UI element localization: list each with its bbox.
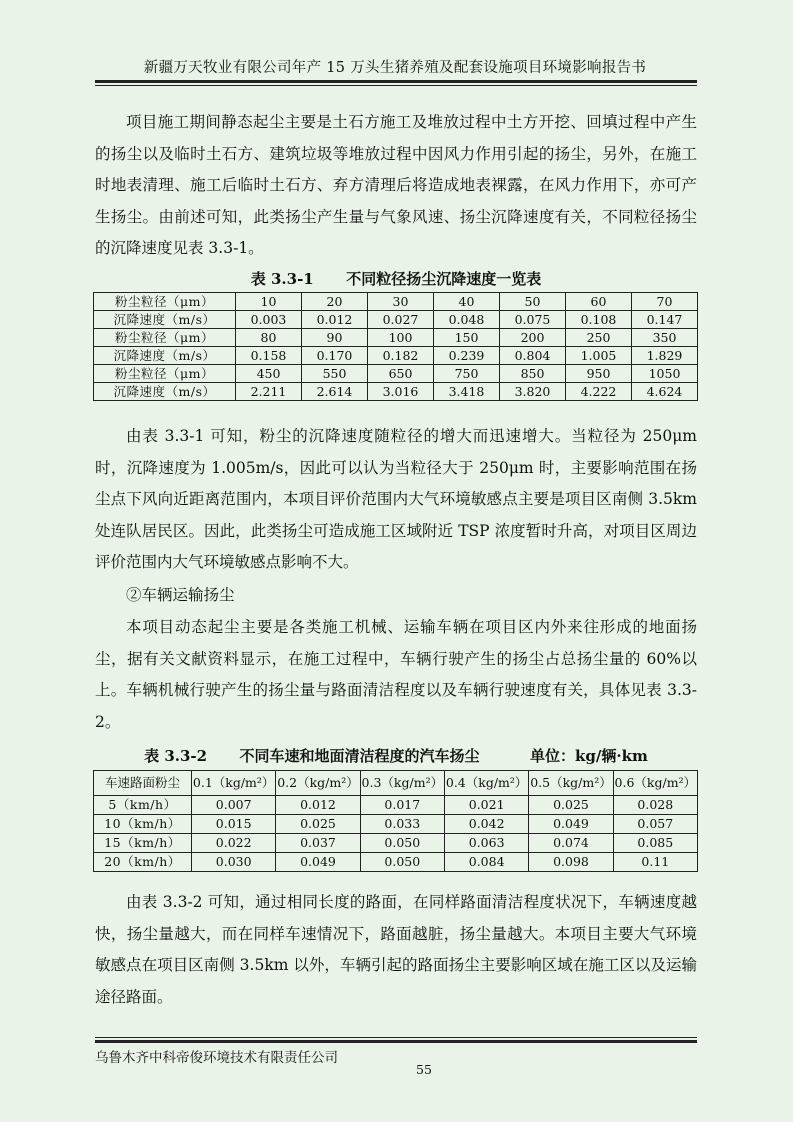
row-label-cell: 粉尘粒径（μm） [94,365,236,383]
value-cell: 80 [236,329,302,347]
table-row [94,329,698,347]
row-label-cell: 15（km/h） [94,834,192,853]
value-cell: 60 [566,293,632,311]
value-cell: 0.075 [500,311,566,329]
value-cell: 0.050 [360,853,444,872]
value-cell: 0.037 [276,834,360,853]
value-cell: 0.025 [529,796,613,815]
table1-caption [95,268,697,289]
row-label-cell: 沉降速度（m/s） [94,311,236,329]
table2-number: 表 3.3-2 [144,747,208,765]
table-row [94,293,698,311]
value-cell: 0.239 [434,347,500,365]
value-cell: 450 [236,365,302,383]
value-cell: 2.211 [236,383,302,401]
value-cell: 0.170 [302,347,368,365]
table2-title: 不同车速和地面清洁程度的汽车扬尘 [239,747,480,765]
table1-number: 表 3.3-1 [250,270,314,288]
value-cell: 0.063 [444,834,528,853]
value-cell: 0.108 [566,311,632,329]
table-row [94,834,698,853]
header-cell: 0.5（kg/m²） [529,771,613,796]
value-cell: 0.012 [276,796,360,815]
row-label-cell: 10（km/h） [94,815,192,834]
header-cell: 0.4（kg/m²） [444,771,528,796]
paragraph-velocity-analysis: 由表 3.3-1 可知，粉尘的沉降速度随粒径的增大而迅速增大。当粒径为 250μm 时，沉降速度为 1.005m/s，因此可以认为当粒径大于 250μm 时，主要影响范围在扬尘点下风向近距离范围内，本项目评价范围内大气环境敏感点主要是项目区南侧 3.5km 处连队居民区。因此，此类扬尘可造成施工区域附近 TSP 浓度暂时升高，对项目区周边评价范围内大气环境敏感点影响不大。 [95,427,697,571]
value-cell: 0.147 [632,311,698,329]
value-cell: 0.804 [500,347,566,365]
value-cell: 0.003 [236,311,302,329]
value-cell: 0.021 [444,796,528,815]
table2-unit: 单位：kg/辆·km [530,747,648,765]
value-cell: 650 [368,365,434,383]
value-cell: 1050 [632,365,698,383]
value-cell: 70 [632,293,698,311]
table-row [94,853,698,872]
value-cell: 3.820 [500,383,566,401]
value-cell: 1.829 [632,347,698,365]
row-label-cell: 沉降速度（m/s） [94,383,236,401]
value-cell: 4.222 [566,383,632,401]
value-cell: 90 [302,329,368,347]
value-cell: 0.017 [360,796,444,815]
value-cell: 2.614 [302,383,368,401]
value-cell: 40 [434,293,500,311]
value-cell: 0.158 [236,347,302,365]
value-cell: 950 [566,365,632,383]
paragraph-static-dust: 项目施工期间静态起尘主要是土石方施工及堆放过程中土方开挖、回填过程中产生的扬尘以及临时土石方、建筑垃圾等堆放过程中因风力作用引起的扬尘，另外，在施工时地表清理、施工后临时土石方、弃方清理后将造成地表裸露，在风力作用下，亦可产生扬尘。由前述可知，此类扬尘产生量与气象风速、扬尘沉降速度有关，不同粒径扬尘的沉降速度见表 3.3-1。 [95,113,697,257]
footer-company: 乌鲁木齐中科帝俊环境技术有限责任公司 [95,1050,338,1066]
value-cell: 550 [302,365,368,383]
value-cell: 150 [434,329,500,347]
value-cell: 0.033 [360,815,444,834]
table-row [94,365,698,383]
row-label-cell: 沉降速度（m/s） [94,347,236,365]
footer-rule-thin [95,1037,697,1038]
value-cell: 0.049 [276,853,360,872]
value-cell: 0.057 [613,815,697,834]
row-label-cell: 粉尘粒径（μm） [94,293,236,311]
row-label-cell: 粉尘粒径（μm） [94,329,236,347]
value-cell: 0.049 [529,815,613,834]
header-cell: 0.2（kg/m²） [276,771,360,796]
value-cell: 20 [302,293,368,311]
value-cell: 0.074 [529,834,613,853]
header-cell: 0.3（kg/m²） [360,771,444,796]
table-row [94,347,698,365]
value-cell: 0.042 [444,815,528,834]
header-rule-thick [95,80,697,83]
value-cell: 0.025 [276,815,360,834]
value-cell: 0.015 [192,815,276,834]
value-cell: 200 [500,329,566,347]
table2-caption [95,745,697,766]
page-number: 55 [416,1062,432,1077]
value-cell: 50 [500,293,566,311]
value-cell: 0.182 [368,347,434,365]
value-cell: 0.007 [192,796,276,815]
table-settling-velocity [93,292,698,401]
value-cell: 0.028 [613,796,697,815]
row-label-cell: 5（km/h） [94,796,192,815]
table-row [94,383,698,401]
value-cell: 0.027 [368,311,434,329]
value-cell: 0.022 [192,834,276,853]
table1-title: 不同粒径扬尘沉降速度一览表 [346,270,542,288]
value-cell: 0.050 [360,834,444,853]
footer-rule-thick [95,1040,697,1043]
table-row [94,311,698,329]
report-title: 新疆万天牧业有限公司年产 15 万头生猪养殖及配套设施项目环境影响报告书 [143,60,647,76]
value-cell: 1.005 [566,347,632,365]
value-cell: 0.098 [529,853,613,872]
value-cell: 4.624 [632,383,698,401]
value-cell: 3.418 [434,383,500,401]
table-vehicle-dust [93,770,698,872]
header-rule-thin [95,85,697,86]
value-cell: 30 [368,293,434,311]
paragraph-vehicle-analysis: 由表 3.3-2 可知，通过相同长度的路面，在同样路面清洁程度状况下，车辆速度越快，扬尘量越大，而在同样车速情况下，路面越脏，扬尘量越大。本项目主要大气环境敏感点在项目区南侧 3.5km 以外，车辆引起的路面扬尘主要影响区域在施工区以及运输途径路面。 [95,893,697,1006]
value-cell: 750 [434,365,500,383]
table-row [94,815,698,834]
value-cell: 0.048 [434,311,500,329]
value-cell: 10 [236,293,302,311]
row-label-cell: 20（km/h） [94,853,192,872]
value-cell: 0.11 [613,853,697,872]
value-cell: 850 [500,365,566,383]
header-cell: 车速路面粉尘 [94,771,192,796]
header-cell: 0.6（kg/m²） [613,771,697,796]
header-cell: 0.1（kg/m²） [192,771,276,796]
value-cell: 100 [368,329,434,347]
value-cell: 250 [566,329,632,347]
paragraph-vehicle-dust: 本项目动态起尘主要是各类施工机械、运输车辆在项目区内外来往形成的地面扬尘，据有关文献资料显示，在施工过程中，车辆行驶产生的扬尘占总扬尘量的 60%以上。车辆机械行驶产生的扬尘量与路面清洁程度以及车辆行驶速度有关，具体见表 3.3-2。 [95,618,697,731]
value-cell: 0.012 [302,311,368,329]
value-cell: 0.030 [192,853,276,872]
table-row [94,796,698,815]
value-cell: 3.016 [368,383,434,401]
table-header-row [94,771,698,796]
value-cell: 0.084 [444,853,528,872]
value-cell: 0.085 [613,834,697,853]
section-vehicle-dust-heading: ②车辆运输扬尘 [126,586,235,604]
value-cell: 350 [632,329,698,347]
